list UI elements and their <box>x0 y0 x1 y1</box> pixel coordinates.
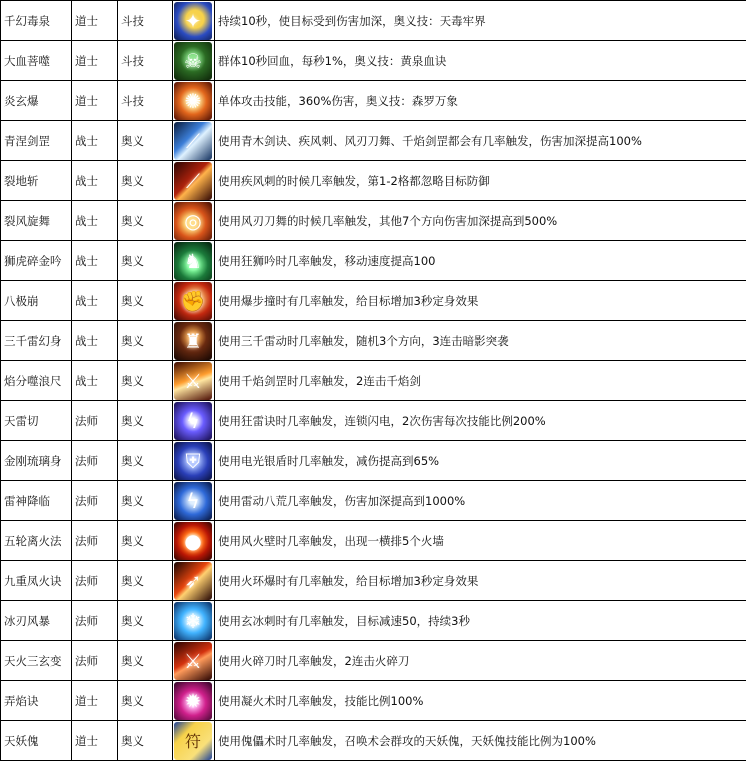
skill-row <box>1 401 746 441</box>
skill-name: 金刚琉璃身 <box>1 441 72 481</box>
icon-glyph: ☠ <box>184 48 202 73</box>
icon-glyph: ⟋ <box>186 128 200 153</box>
icon-glyph: ϟ <box>186 488 200 513</box>
skill-description: 使用爆步撞时有几率触发，给目标增加3秒定身效果 <box>215 281 746 321</box>
skill-type: 奥义 <box>118 361 173 401</box>
skill-description: 使用玄冰刺时有几率触发，目标减速50，持续3秒 <box>215 601 746 641</box>
icon-glyph: ✹ <box>184 688 202 713</box>
skill-name: 冰刃风暴 <box>1 601 72 641</box>
skill-name: 五轮离火法 <box>1 521 72 561</box>
magenta-flame-icon <box>174 682 212 720</box>
skill-class: 道士 <box>72 681 118 721</box>
skill-type: 斗技 <box>118 81 173 121</box>
fire-blade-icon <box>174 642 212 680</box>
skill-icon-cell <box>173 161 215 201</box>
skill-type: 奥义 <box>118 681 173 721</box>
skill-description: 使用狂狮吟时几率触发，移动速度提高100 <box>215 241 746 281</box>
skill-icon-cell <box>173 681 215 721</box>
skill-description: 持续10秒，使目标受到伤害加深，奥义技：天毒牢界 <box>215 1 746 41</box>
skill-row <box>1 201 746 241</box>
skill-name: 大血菩噬 <box>1 41 72 81</box>
skill-description: 使用疾风刺的时候几率触发，第1-2格都忽略目标防御 <box>215 161 746 201</box>
skills-table-body <box>1 1 746 761</box>
skill-type: 奥义 <box>118 201 173 241</box>
skill-row <box>1 481 746 521</box>
skill-class: 法师 <box>72 601 118 641</box>
skill-row <box>1 81 746 121</box>
skill-row <box>1 41 746 81</box>
skill-class: 战士 <box>72 321 118 361</box>
skill-description: 使用风火壁时几率触发，出现一横排5个火墙 <box>215 521 746 561</box>
skill-class: 道士 <box>72 1 118 41</box>
skill-icon-cell <box>173 561 215 601</box>
skill-icon-cell <box>173 441 215 481</box>
skill-description: 使用火碎刀时几率触发，2连击火碎刀 <box>215 641 746 681</box>
skill-description: 单体攻击技能，360%伤害，奥义技：森罗万象 <box>215 81 746 121</box>
skill-icon-cell <box>173 521 215 561</box>
earth-slash-icon <box>174 162 212 200</box>
skill-icon-cell <box>173 721 215 761</box>
fire-wheel-icon <box>174 522 212 560</box>
skill-type: 奥义 <box>118 521 173 561</box>
skill-description: 使用狂雷诀时几率触发，连锁闪电，2次伤害每次技能比例200% <box>215 401 746 441</box>
thunder-storm-icon <box>174 482 212 520</box>
skill-class: 战士 <box>72 121 118 161</box>
blood-spirit-icon <box>174 42 212 80</box>
icon-glyph: ❄ <box>184 608 202 633</box>
skill-type: 奥义 <box>118 241 173 281</box>
skill-description: 群体10秒回血，每秒1%，奥义技：黄泉血诀 <box>215 41 746 81</box>
skill-description: 使用傀儡术时几率触发，召唤术会群攻的天妖傀，天妖傀技能比例为100% <box>215 721 746 761</box>
skill-name: 天雷切 <box>1 401 72 441</box>
skill-type: 奥义 <box>118 641 173 681</box>
skill-name: 九重凤火诀 <box>1 561 72 601</box>
skill-name: 八极崩 <box>1 281 72 321</box>
skill-name: 裂地斩 <box>1 161 72 201</box>
skill-description: 使用三千雷动时几率触发，随机3个方向，3连击暗影突袭 <box>215 321 746 361</box>
skill-type: 奥义 <box>118 121 173 161</box>
icon-glyph: ● <box>184 528 202 553</box>
skill-name: 天火三玄变 <box>1 641 72 681</box>
skill-description: 使用青木剑诀、疾风刺、风刃刀舞、千焰剑罡都会有几率触发，伤害加深提高100% <box>215 121 746 161</box>
icon-glyph: ⚔ <box>184 648 202 673</box>
icon-glyph: ➶ <box>184 568 202 593</box>
skill-type: 奥义 <box>118 161 173 201</box>
skill-class: 战士 <box>72 241 118 281</box>
skill-name: 弄焰诀 <box>1 681 72 721</box>
skill-icon-cell <box>173 601 215 641</box>
skill-row <box>1 681 746 721</box>
skill-description: 使用电光银盾时几率触发，减伤提高到65% <box>215 441 746 481</box>
flame-sword-icon <box>174 362 212 400</box>
skill-description: 使用凝火术时几率触发，技能比例100% <box>215 681 746 721</box>
skill-name: 炎玄爆 <box>1 81 72 121</box>
skill-description: 使用雷动八荒几率触发，伤害加深提高到1000% <box>215 481 746 521</box>
skill-class: 战士 <box>72 361 118 401</box>
fist-strike-icon <box>174 282 212 320</box>
skill-name: 焰分噬浪尺 <box>1 361 72 401</box>
skill-icon-cell <box>173 481 215 521</box>
skill-description: 使用千焰剑罡时几率触发，2连击千焰剑 <box>215 361 746 401</box>
skill-icon-cell <box>173 121 215 161</box>
skill-name: 狮虎碎金吟 <box>1 241 72 281</box>
skill-name: 千幻毒泉 <box>1 1 72 41</box>
skill-class: 战士 <box>72 161 118 201</box>
skill-type: 奥义 <box>118 481 173 521</box>
skill-icon-cell <box>173 81 215 121</box>
skill-row <box>1 361 746 401</box>
skill-row <box>1 1 746 41</box>
skill-row <box>1 241 746 281</box>
skill-row <box>1 161 746 201</box>
icon-glyph: ✺ <box>184 88 202 113</box>
icon-glyph: ✊ <box>180 288 206 313</box>
skill-row <box>1 601 746 641</box>
skill-description: 使用风刃刀舞的时候几率触发，其他7个方向伤害加深提高到500% <box>215 201 746 241</box>
skill-type: 斗技 <box>118 1 173 41</box>
skill-row <box>1 441 746 481</box>
skill-class: 道士 <box>72 81 118 121</box>
skill-icon-cell <box>173 281 215 321</box>
icon-glyph: ⚔ <box>184 368 202 393</box>
skill-class: 法师 <box>72 441 118 481</box>
skill-name: 青涅剑罡 <box>1 121 72 161</box>
thunder-avatar-icon <box>174 322 212 360</box>
skill-icon-cell <box>173 321 215 361</box>
skill-row <box>1 721 746 761</box>
skill-row <box>1 521 746 561</box>
skill-row <box>1 281 746 321</box>
skill-type: 奥义 <box>118 601 173 641</box>
skill-row <box>1 641 746 681</box>
skill-icon-cell <box>173 401 215 441</box>
skill-icon-cell <box>173 1 215 41</box>
skill-type: 斗技 <box>118 41 173 81</box>
skill-icon-cell <box>173 201 215 241</box>
skill-class: 道士 <box>72 721 118 761</box>
ice-storm-icon <box>174 602 212 640</box>
skill-type: 奥义 <box>118 281 173 321</box>
icon-glyph: ♜ <box>184 328 202 353</box>
icon-glyph: 符 <box>184 732 201 751</box>
skill-class: 战士 <box>72 201 118 241</box>
skill-name: 雷神降临 <box>1 481 72 521</box>
skill-class: 战士 <box>72 281 118 321</box>
skill-description: 使用火环爆时有几率触发，给目标增加3秒定身效果 <box>215 561 746 601</box>
icon-glyph: ϟ <box>186 408 200 433</box>
skill-row <box>1 121 746 161</box>
poison-talisman-icon <box>174 2 212 40</box>
whirlwind-icon <box>174 202 212 240</box>
flame-burst-icon <box>174 82 212 120</box>
skill-name: 天妖傀 <box>1 721 72 761</box>
skill-type: 奥义 <box>118 401 173 441</box>
skill-name: 裂风旋舞 <box>1 201 72 241</box>
skill-class: 法师 <box>72 401 118 441</box>
skill-name: 三千雷幻身 <box>1 321 72 361</box>
skill-icon-cell <box>173 641 215 681</box>
skill-class: 法师 <box>72 481 118 521</box>
skill-row <box>1 321 746 361</box>
skill-row <box>1 561 746 601</box>
icon-glyph: ◎ <box>184 208 202 233</box>
skill-type: 奥义 <box>118 721 173 761</box>
tiger-roar-icon <box>174 242 212 280</box>
lightning-icon <box>174 402 212 440</box>
icon-glyph: ⛨ <box>185 448 201 473</box>
skill-type: 奥义 <box>118 321 173 361</box>
skill-type: 奥义 <box>118 561 173 601</box>
icon-glyph: ✦ <box>184 8 202 33</box>
skill-type: 奥义 <box>118 441 173 481</box>
magic-shield-icon <box>174 442 212 480</box>
icon-glyph: ♞ <box>184 248 202 273</box>
icon-glyph: ⟋ <box>186 168 200 193</box>
skill-icon-cell <box>173 241 215 281</box>
skill-class: 法师 <box>72 561 118 601</box>
demon-puppet-icon <box>174 722 212 760</box>
phoenix-fire-icon <box>174 562 212 600</box>
skill-icon-cell <box>173 41 215 81</box>
blue-blade-icon <box>174 122 212 160</box>
skill-class: 法师 <box>72 641 118 681</box>
skill-class: 法师 <box>72 521 118 561</box>
skill-icon-cell <box>173 361 215 401</box>
skill-class: 道士 <box>72 41 118 81</box>
